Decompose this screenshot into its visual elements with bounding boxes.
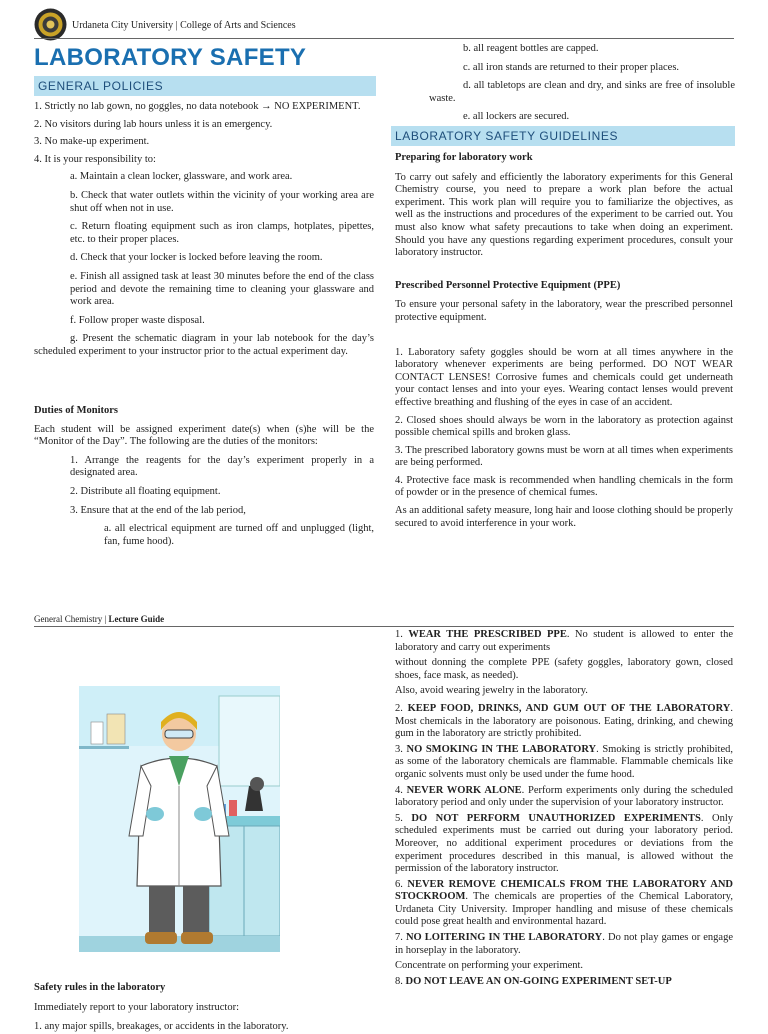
rule-3: 3. NO SMOKING IN THE LABORATORY. Smoking is strictly prohibited, as some of the laboratory chemicals are flammable. Flammable chemicals like organic solvents must only be used under the fume hood. (395, 743, 734, 780)
monitor-duty-3d: d. all tabletops are clean and dry, and sinks are free of insoluble waste. (429, 80, 735, 104)
laboratory-rules (395, 629, 733, 988)
monitor-duty-1: 1. Arrange the reagents for the day’s experiment properly in a designated area. (70, 454, 374, 479)
policy-4a: a. Maintain a clean locker, glassware, and work area. (70, 171, 293, 183)
rule-8: 8. DO NOT LEAVE AN ON-GOING EXPERIMENT SET-UP (395, 975, 672, 987)
header-university: Urdaneta City University | College of Arts and Sciences (72, 20, 296, 31)
rule-1-also: Also, avoid wearing jewelry in the laboratory. (395, 685, 588, 697)
prep-text: To carry out safely and efficiently the laboratory experiments for this General Chemistry course, you need to prepare a work plan before the actual experiment. This work plan will require you to familiarize the objectives, as well as the instructions and procedures of the experiment to be carried out. You must also know what safety precautions to take when doing an experiment. Should you have any questions regarding experiment procedures, consult your laboratory instructor. (395, 171, 733, 259)
monitor-duties-cont (395, 43, 735, 124)
university-seal (34, 8, 67, 41)
rule-6: 6. NEVER REMOVE CHEMICALS FROM THE LABORATORY AND STOCKROOM. The chemicals are properties of the Chemical Laboratory, Urdaneta City University. Improper handling and misuse of these chemicals could pose great health and environmental hazard. (395, 878, 733, 928)
policy-3: 3. No make-up experiment. (34, 136, 150, 148)
rule-4: 4. NEVER WORK ALONE. Perform experiments only during the scheduled laboratory period and only under the supervision of your laboratory instructor. (395, 784, 733, 809)
header-rule (34, 38, 734, 39)
ppe-2: 2. Closed shoes should always be worn in the laboratory as protection against possible chemical spills and broken glass. (395, 414, 733, 439)
ppe-4: 4. Protective face mask is recommended when handling chemicals in the form of powder or in the presence of chemical fumes. (395, 474, 733, 499)
policy-4g: g. Present the schematic diagram in your lab notebook for the day’s scheduled experiment to your instructor prior to the actual experiment day. (34, 333, 374, 357)
safety-rules-intro (34, 982, 374, 1034)
rule-7-cont: Concentrate on performing your experiment. (395, 960, 584, 972)
rule-2: 2. KEEP FOOD, DRINKS, AND GUM OUT OF THE LABORATORY. Most chemicals in the laboratory are poisonous. Eating, drinking, and chewing gum in the laboratory are strictly prohibited. (395, 702, 734, 740)
policy-4: 4. It is your responsibility to: (34, 153, 156, 165)
policy-1: 1. Strictly no lab gown, no goggles, no data notebook → NO EXPERIMENT. (34, 101, 361, 112)
footer-course: General Chemistry | (34, 614, 109, 624)
monitor-duty-3e: e. all lockers are secured. (463, 111, 570, 123)
monitor-heading: Duties of Monitors (34, 405, 118, 416)
lab-scientist-illustration (79, 686, 280, 952)
safety-rules-item-1: 1. any major spills, breakages, or accidents in the laboratory. (34, 1021, 289, 1033)
ppe-heading: Prescribed Personnel Protective Equipment (PPE) (395, 279, 621, 291)
footer-guide: Lecture Guide (108, 614, 165, 624)
rule-1: 1. WEAR THE PRESCRIBED PPE. No student is allowed to enter the laboratory and carry out experiments (395, 629, 733, 653)
page-footer (34, 614, 164, 624)
monitor-duty-3a: a. all electrical equipment are turned off and unplugged (light, fan, fume hood). (104, 523, 374, 547)
ppe-intro: To ensure your personal safety in the laboratory, wear the prescribed personnel protective equipment. (395, 299, 733, 323)
footer-rule (34, 626, 734, 627)
page-title: LABORATORY SAFETY (34, 44, 307, 71)
policy-4e: e. Finish all assigned task at least 30 minutes before the end of the class period and devote the remaining time to cleaning your glassware and work area. (70, 270, 374, 308)
monitor-duty-3b: b. all reagent bottles are capped. (463, 43, 599, 54)
policy-4c: c. Return floating equipment such as iron clamps, hotplates, pipettes, etc. to their proper places. (70, 221, 374, 245)
general-policies (34, 101, 374, 359)
safety-rules-heading: Safety rules in the laboratory (34, 982, 166, 993)
policy-4f: f. Follow proper waste disposal. (70, 314, 205, 326)
policy-4b: b. Check that water outlets within the vicinity of your working area are shut off when not in use. (70, 189, 374, 214)
prep-heading: Preparing for laboratory work (395, 152, 533, 163)
section-heading-general-policies: GENERAL POLICIES (34, 76, 376, 96)
rule-5: 5. DO NOT PERFORM UNAUTHORIZED EXPERIMENTS. Only scheduled experiments must be carried out during your laboratory period. Moreover, no additional experiment procedures or deviations from the experiment procedures described in this manual, is allowed without the permission of the laboratory instructor. (395, 812, 734, 875)
policy-4d: d. Check that your locker is locked before leaving the room. (70, 252, 323, 264)
rule-7: 7. NO LOITERING IN THE LABORATORY. Do not play games or engage in horseplay in the laboratory. (395, 932, 733, 956)
section-heading-guidelines: LABORATORY SAFETY GUIDELINES (391, 126, 735, 146)
policy-2: 2. No visitors during lab hours unless it is an emergency. (34, 118, 273, 130)
ppe-3: 3. The prescribed laboratory gowns must be worn at all times when experiments are being performed. (395, 444, 733, 469)
guidelines (395, 152, 733, 530)
monitor-duties (34, 405, 374, 548)
ppe-5: As an additional safety measure, long hair and loose clothing should be properly secured to avoid interference in your work. (395, 505, 733, 529)
rule-1-cont: without donning the complete PPE (safety goggles, laboratory gown, closed shoes, face mask, as needed). (395, 657, 733, 681)
monitor-duty-3c: c. all iron stands are returned to their proper places. (463, 61, 680, 73)
safety-rules-text: Immediately report to your laboratory instructor: (34, 1001, 239, 1013)
monitor-duty-2: 2. Distribute all floating equipment. (70, 485, 221, 497)
monitor-intro: Each student will be assigned experiment date(s) when (s)he will be the “Monitor of the Day”. The following are the duties of the monitors: (34, 423, 374, 448)
monitor-duty-3: 3. Ensure that at the end of the lab period, (70, 504, 246, 516)
ppe-1: 1. Laboratory safety goggles should be worn at all times anywhere in the laboratory whenever experiments are being performed. DO NOT WEAR CONTACT LENSES! Corrosive fumes and chemicals could get underneath your contact lenses and into your eyes. Wearing contact lenses would prevent effective breathing and flushing of the eyes in case of an accident. (395, 346, 733, 408)
